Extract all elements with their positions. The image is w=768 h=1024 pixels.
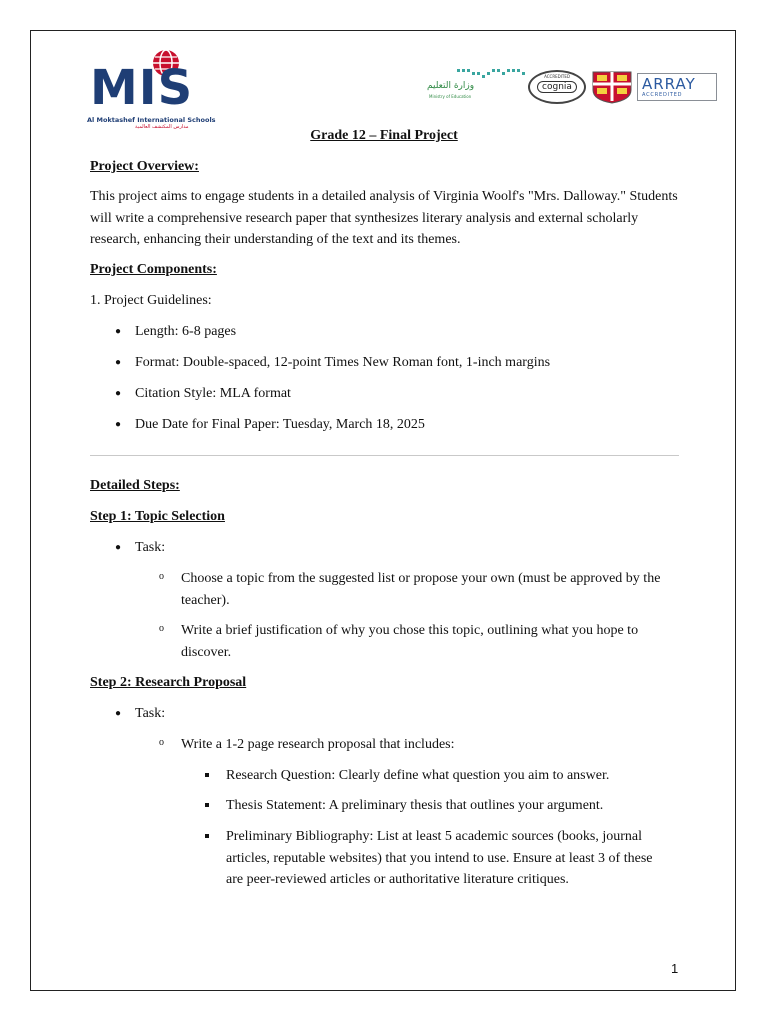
school-name-arabic: مدارس المكتشف العالمية	[135, 124, 189, 130]
mis-logo	[87, 45, 247, 135]
overview-heading: Project Overview:	[90, 159, 199, 174]
step1-heading: Step 1: Topic Selection	[90, 509, 225, 524]
list-item: Citation Style: MLA format	[135, 386, 291, 401]
moe-pattern-icon	[457, 67, 527, 81]
list-item: Due Date for Final Paper: Tuesday, March 18, 2025	[135, 417, 425, 432]
square-bullet-icon	[205, 803, 209, 807]
moe-arabic-text: وزارة التعليم	[427, 81, 475, 91]
step1-task-label: Task:	[135, 540, 166, 555]
array-label: ARRAY	[642, 75, 696, 93]
circle-bullet-icon: o	[159, 737, 164, 748]
divider	[90, 455, 679, 456]
cognia-badge	[528, 70, 586, 104]
ministry-of-education-logo	[427, 67, 527, 103]
mis-logo-text: MIS	[90, 60, 194, 116]
document-page	[30, 30, 736, 991]
square-bullet-icon	[205, 834, 209, 838]
array-accredited-label: ACCREDITED	[642, 92, 683, 98]
list-item: Length: 6-8 pages	[135, 324, 237, 339]
school-name: Al Moktashef International Schools	[87, 116, 216, 124]
bullet-icon: ●	[115, 326, 122, 337]
bullet-icon: ●	[115, 542, 122, 553]
moe-subtitle: Ministry of Education	[429, 94, 472, 99]
step2-task-label: Task:	[135, 706, 166, 721]
page-number: 1	[671, 961, 679, 976]
guidelines-label: 1. Project Guidelines:	[90, 293, 212, 308]
square-bullet-icon	[205, 773, 209, 777]
bullet-icon: ●	[115, 708, 122, 719]
list-item: Research Question: Clearly define what question you aim to answer.	[226, 768, 610, 783]
cognia-accredited-label: ACCREDITED	[544, 74, 570, 79]
step2-heading: Step 2: Research Proposal	[90, 675, 247, 690]
bullet-icon: ●	[115, 419, 122, 430]
list-item: Thesis Statement: A preliminary thesis that outlines your argument.	[226, 798, 604, 813]
list-item: Format: Double-spaced, 12-point Times New Roman font, 1-inch margins	[135, 355, 551, 370]
steps-heading: Detailed Steps:	[90, 478, 180, 493]
list-item: Write a 1-2 page research proposal that includes:	[181, 737, 455, 752]
list-item: Write a brief justification of why you chose this topic, outlining what you hope to discover.	[181, 623, 639, 660]
array-accredited-badge	[637, 73, 717, 101]
components-heading: Project Components:	[90, 262, 217, 277]
letterhead	[87, 45, 727, 135]
bullet-icon: ●	[115, 357, 122, 368]
bullet-icon: ●	[115, 388, 122, 399]
document-title: Grade 12 – Final Project	[310, 128, 458, 143]
circle-bullet-icon: o	[159, 571, 164, 582]
cognia-label: cognia	[537, 81, 577, 93]
circle-bullet-icon: o	[159, 623, 164, 634]
list-item: Choose a topic from the suggested list or propose your own (must be approved by the teacher).	[181, 571, 661, 608]
cambridge-crest-icon	[591, 70, 633, 104]
list-item: Preliminary Bibliography: List at least 5 academic sources (books, journal articles, reputable websites) that you intend to use. Ensure at least 3 of these are peer-reviewed articles or authoritative literature critiques.	[226, 829, 653, 887]
overview-paragraph: This project aims to engage students in a detailed analysis of Virginia Woolf's "Mrs. Dalloway." Students will write a comprehensive research paper that synthesizes literary analysis and external scholarly research, enhancing their understanding of the text and its themes.	[90, 189, 678, 247]
